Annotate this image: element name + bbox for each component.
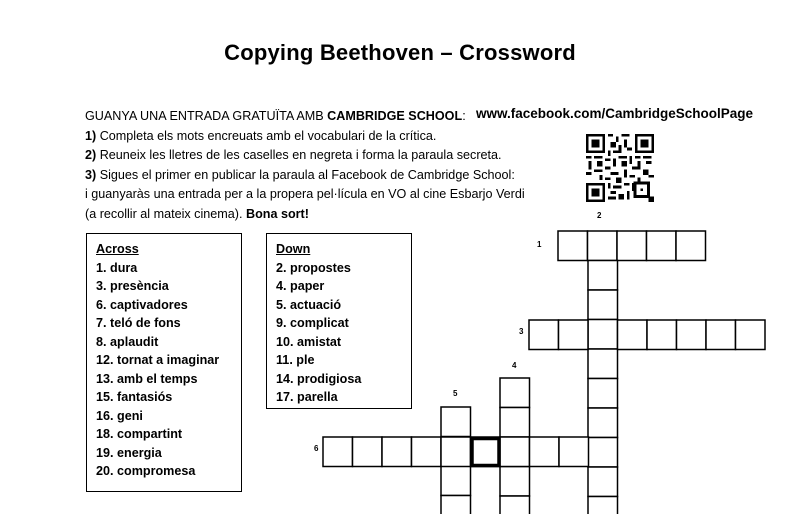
crossword-cell[interactable] <box>559 437 589 467</box>
crossword-cell[interactable] <box>500 408 530 438</box>
across-clue: 1. dura <box>96 260 138 275</box>
grid-number-2: 2 <box>597 211 602 220</box>
down-clue: 10. amistat <box>276 334 342 349</box>
crossword-cell[interactable] <box>559 320 589 350</box>
instruction-step-2: 2) Reuneix les lletres de les caselles en negreta i forma la paraula secreta. <box>85 148 502 163</box>
across-clue: 19. energia <box>96 445 162 460</box>
across-clue: 12. tornat a imaginar <box>96 353 220 367</box>
crossword-cell[interactable] <box>647 320 677 350</box>
across-clue: 6. captivadores <box>96 297 188 312</box>
across-clue: 7. teló de fons <box>96 316 181 330</box>
down-heading: Down <box>276 242 311 256</box>
crossword-cell[interactable] <box>588 349 618 379</box>
instruction-line-1: GUANYA UNA ENTRADA GRATUÏTA AMB CAMBRIDGE SCHOOL: <box>85 109 466 123</box>
down-clue: 9. complicat <box>276 316 349 330</box>
crossword-cell[interactable] <box>500 378 530 408</box>
down-clue: 5. actuació <box>276 297 342 312</box>
crossword-cell[interactable] <box>558 231 588 261</box>
across-clue: 20. compromesa <box>96 464 196 478</box>
crossword-cell[interactable] <box>441 466 471 496</box>
crossword-cell[interactable] <box>441 437 471 467</box>
crossword-cell[interactable] <box>588 261 618 291</box>
crossword-cell[interactable] <box>500 437 530 467</box>
crossword-cell[interactable] <box>471 437 501 467</box>
grid-number-3: 3 <box>519 327 524 336</box>
crossword-cell[interactable] <box>588 438 618 468</box>
crossword-cell[interactable] <box>647 231 677 261</box>
crossword-cell[interactable] <box>500 496 530 514</box>
down-clue: 11. ple <box>276 353 315 367</box>
grid-number-6: 6 <box>314 444 319 453</box>
across-clue: 16. geni <box>96 408 143 423</box>
crossword-cell[interactable] <box>441 407 471 437</box>
crossword-cell[interactable] <box>353 437 383 467</box>
crossword-cell[interactable] <box>617 231 647 261</box>
crossword-cell[interactable] <box>382 437 412 467</box>
crossword-cell[interactable] <box>441 496 471 514</box>
across-heading: Across <box>96 242 139 256</box>
instruction-line-5: i guanyaràs una entrada per a la propera pel·lícula en VO al cine Esbarjo Verdi <box>85 187 525 202</box>
down-clue: 17. parella <box>276 390 338 404</box>
crossword-cell[interactable] <box>676 231 706 261</box>
crossword-cell[interactable] <box>588 231 618 261</box>
crossword-cell[interactable] <box>323 437 353 467</box>
crossword-cell[interactable] <box>618 320 648 350</box>
instruction-step-3: 3) Sigues el primer en publicar la paraula al Facebook de Cambridge School: <box>85 167 515 182</box>
facebook-link[interactable]: www.facebook.com/CambridgeSchoolPage <box>476 106 754 121</box>
across-clue: 3. presència <box>96 279 169 293</box>
crossword-cell[interactable] <box>588 320 618 350</box>
across-clue: 18. compartint <box>96 427 183 441</box>
instruction-step-1: 1) Completa els mots encreuats amb el vocabulari de la crítica. <box>85 128 437 143</box>
grid-number-5: 5 <box>453 389 458 398</box>
crossword-cell[interactable] <box>736 320 766 350</box>
crossword-cell[interactable] <box>588 290 618 320</box>
crossword-cell[interactable] <box>588 467 618 497</box>
across-clue: 15. fantasiós <box>96 390 173 404</box>
grid-number-1: 1 <box>537 240 542 249</box>
down-clue: 4. paper <box>276 279 325 293</box>
grid-number-4: 4 <box>512 361 517 370</box>
down-clue: 14. prodigiosa <box>276 371 362 386</box>
crossword-cell[interactable] <box>588 379 618 409</box>
crossword-cell[interactable] <box>530 437 560 467</box>
page-title: Copying Beethoven – Crossword <box>224 40 576 65</box>
crossword-cell[interactable] <box>500 467 530 497</box>
across-clue: 8. aplaudit <box>96 334 159 349</box>
crossword-cell[interactable] <box>588 408 618 438</box>
crossword-cell[interactable] <box>588 497 618 514</box>
crossword-cell[interactable] <box>706 320 736 350</box>
crossword-cell[interactable] <box>412 437 442 467</box>
instruction-line-6: (a recollir al mateix cinema). Bona sort! <box>85 206 309 221</box>
across-clue: 13. amb el temps <box>96 371 198 386</box>
crossword-cell[interactable] <box>677 320 707 350</box>
crossword-cell[interactable] <box>529 320 559 350</box>
down-clue: 2. propostes <box>276 260 351 275</box>
